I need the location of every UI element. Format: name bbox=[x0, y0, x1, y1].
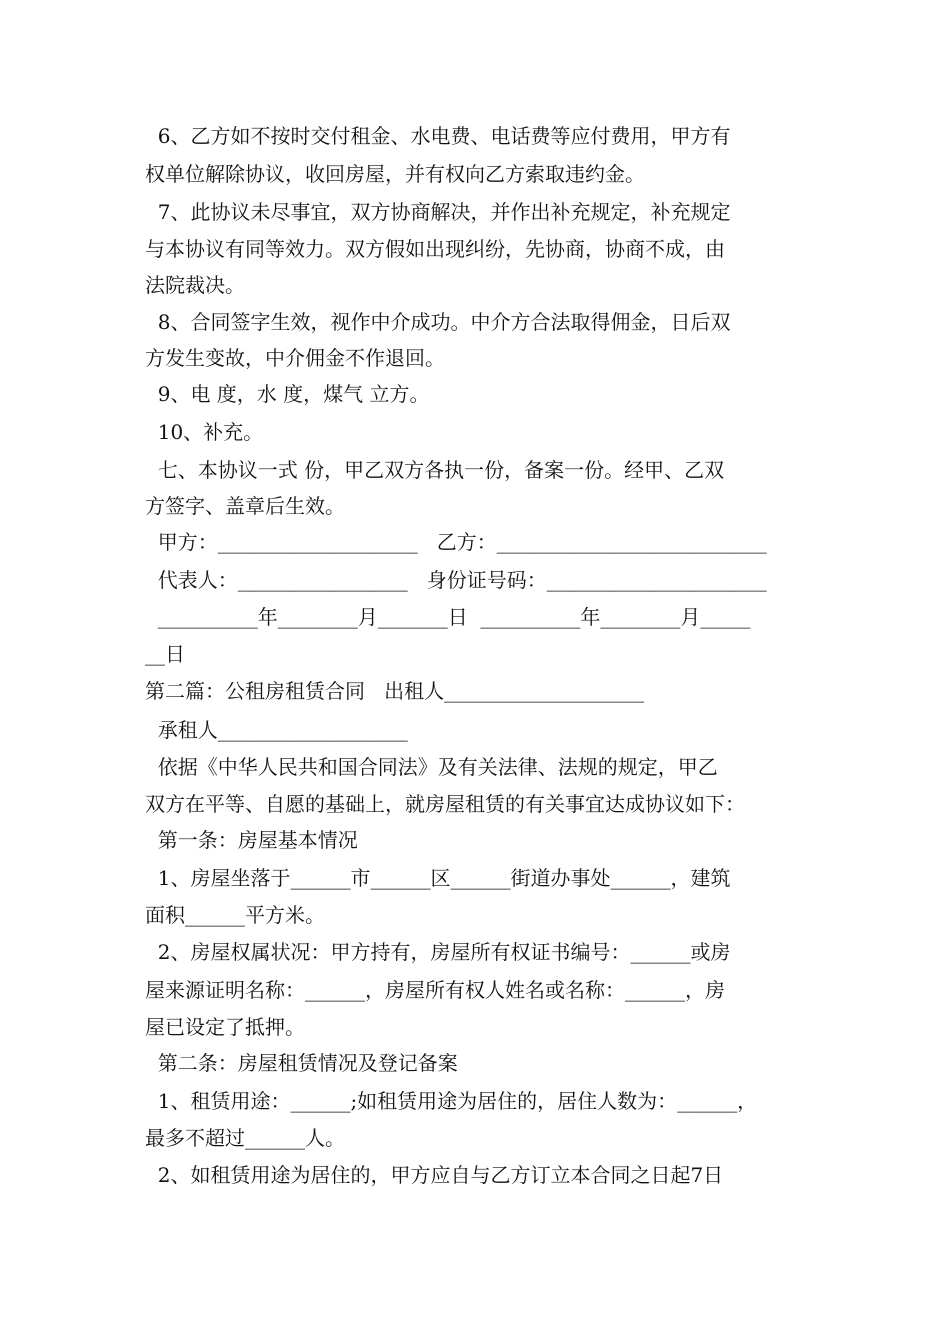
text-line: 面积______平方米。 bbox=[145, 903, 325, 927]
text-line: 1、房屋坐落于______市______区______街道办事处______，建筑 bbox=[145, 866, 731, 890]
text-line: 最多不超过______人。 bbox=[145, 1126, 345, 1150]
text-line: 屋来源证明名称：______，房屋所有权人姓名或名称：______，房 bbox=[145, 978, 725, 1002]
text-line: 8、合同签字生效，视作中介成功。中介方合法取得佣金，日后双 bbox=[145, 310, 731, 334]
signature-line-representative: 代表人：_________________ 身份证号码：______________________ bbox=[145, 568, 767, 592]
text-line: 2、如租赁用途为居住的，甲方应自与乙方订立本合同之日起7日 bbox=[145, 1163, 724, 1187]
section-title: 第二篇：公租房租赁合同 出租人____________________ bbox=[145, 679, 645, 703]
signature-line-date: __________年________月_______日 __________年________月_____ bbox=[145, 605, 751, 629]
text-line: 7、此协议未尽事宜，双方协商解决，并作出补充规定，补充规定 bbox=[145, 200, 731, 224]
text-line: __日 bbox=[145, 642, 185, 666]
text-line: 权单位解除协议，收回房屋，并有权向乙方索取违约金。 bbox=[145, 162, 645, 186]
text-line: 1、租赁用途：______;如租赁用途为居住的，居住人数为：______， bbox=[145, 1089, 758, 1113]
text-line: 屋已设定了抵押。 bbox=[145, 1015, 305, 1039]
text-line: 9、电 度，水 度，煤气 立方。 bbox=[145, 382, 430, 406]
text-line: 6、乙方如不按时交付租金、水电费、电话费等应付费用，甲方有 bbox=[145, 124, 731, 148]
text-line: 与本协议有同等效力。双方假如出现纠纷，先协商，协商不成，由 bbox=[145, 237, 725, 261]
text-line: 方发生变故，中介佣金不作退回。 bbox=[145, 346, 445, 370]
text-line: 双方在平等、自愿的基础上，就房屋租赁的有关事宜达成协议如下： bbox=[145, 792, 745, 816]
signature-line-party: 甲方：____________________ 乙方：___________________________ bbox=[145, 530, 767, 554]
text-line: 方签字、盖章后生效。 bbox=[145, 494, 345, 518]
text-line: 法院裁决。 bbox=[145, 273, 245, 297]
text-line: 依据《中华人民共和国合同法》及有关法律、法规的规定，甲乙 bbox=[145, 755, 718, 779]
text-line: 2、房屋权属状况：甲方持有，房屋所有权证书编号：______或房 bbox=[145, 940, 731, 964]
text-line: 七、本协议一式 份，甲乙双方各执一份，备案一份。经甲、乙双 bbox=[145, 458, 725, 482]
text-line: 承租人___________________ bbox=[145, 718, 408, 742]
article-heading: 第二条：房屋租赁情况及登记备案 bbox=[145, 1051, 458, 1075]
article-heading: 第一条：房屋基本情况 bbox=[145, 828, 358, 852]
text-line: 10、补充。 bbox=[145, 420, 264, 444]
